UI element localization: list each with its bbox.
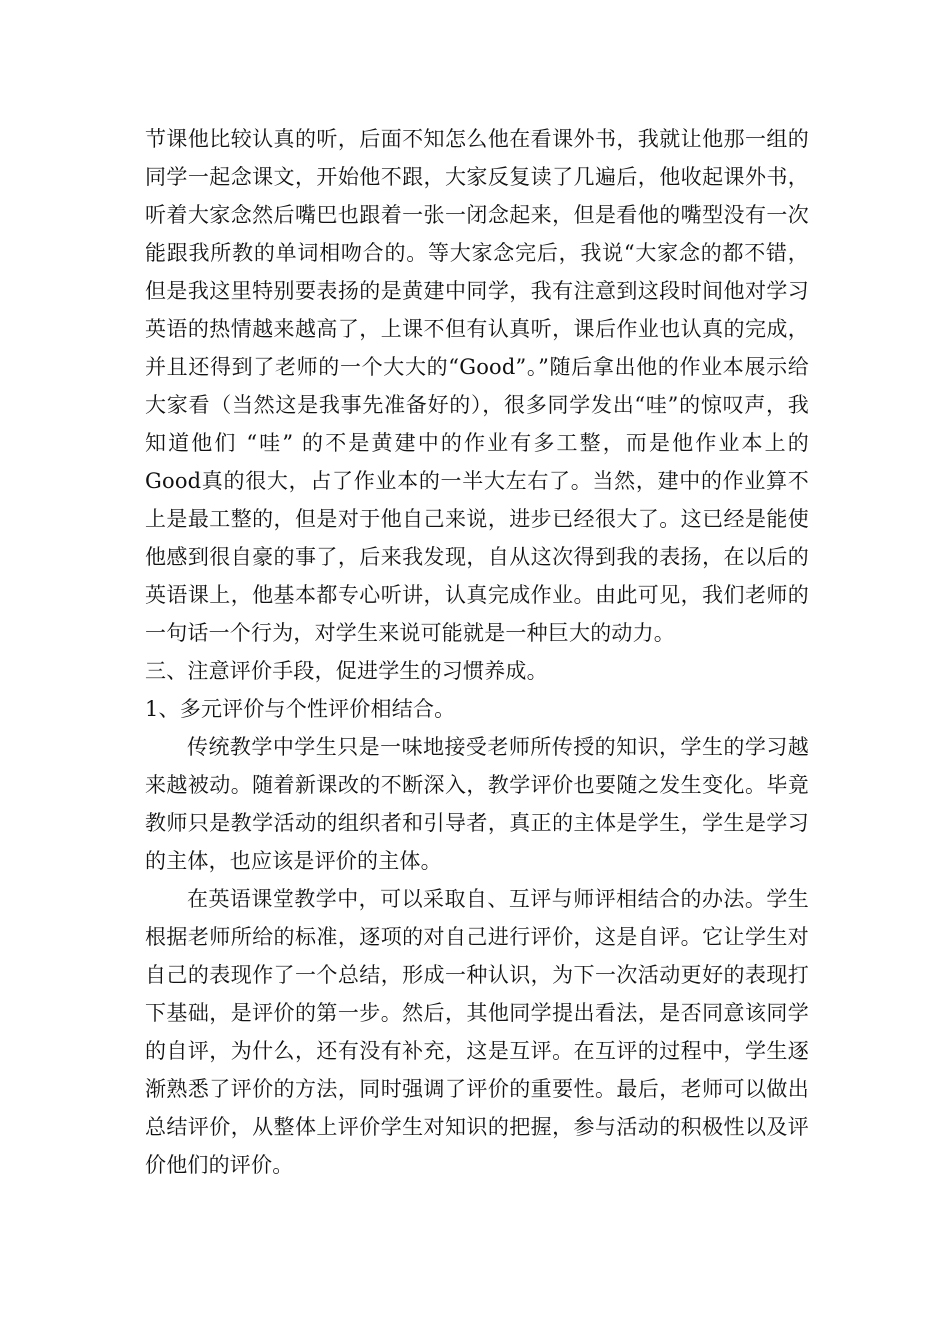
paragraph-traditional-teaching: 传统教学中学生只是一味地接受老师所传授的知识，学生的学习越来越被动。随着新课改的不断深入，教学评价也要随之发生变化。毕竟教师只是教学活动的组织者和引导者，真正的主体是学生，学生是学习的主体，也应该是评价的主体。	[145, 735, 809, 873]
subsection-heading: 1、多元评价与个性评价相结合。	[145, 697, 456, 721]
section-heading: 三、注意评价手段，促进学生的习惯养成。	[145, 659, 548, 683]
paragraph-classroom-evaluation: 在英语课堂教学中，可以采取自、互评与师评相结合的办法。学生根据老师所给的标准，逐项的对自己进行评价，这是自评。它让学生对自己的表现作了一个总结，形成一种认识，为下一次活动更好的表现打下基础，是评价的第一步。然后，其他同学提出看法，是否同意该同学的自评，为什么，还有没有补充，这是互评。在互评的过程中，学生逐渐熟悉了评价的方法，同时强调了评价的重要性。最后，老师可以做出总结评价，从整体上评价学生对知识的把握，参与活动的积极性以及评价他们的评价。	[145, 887, 809, 1177]
document-body	[145, 120, 809, 1184]
paragraph-continuation: 节课他比较认真的听，后面不知怎么他在看课外书，我就让他那一组的同学一起念课文，开始他不跟，大家反复读了几遍后，他收起课外书，听着大家念然后嘴巴也跟着一张一闭念起来，但是看他的嘴型没有一次能跟我所教的单词相吻合的。等大家念完后，我说“大家念的都不错，但是我这里特别要表扬的是黄建中同学，我有注意到这段时间他对学习英语的热情越来越高了，上课不但有认真听，课后作业也认真的完成，并且还得到了老师的一个大大的“Good”。”随后拿出他的作业本展示给大家看（当然这是我事先准备好的），很多同学发出“哇”的惊叹声，我知道他们 “哇” 的不是黄建中的作业有多工整，而是他作业本上的Good真的很大，占了作业本的一半大左右了。当然，建中的作业算不上是最工整的，但是对于他自己来说，进步已经很大了。这已经是能使他感到很自豪的事了，后来我发现，自从这次得到我的表扬，在以后的英语课上，他基本都专心听讲，认真完成作业。由此可见，我们老师的一句话一个行为，对学生来说可能就是一种巨大的动力。	[145, 127, 809, 645]
